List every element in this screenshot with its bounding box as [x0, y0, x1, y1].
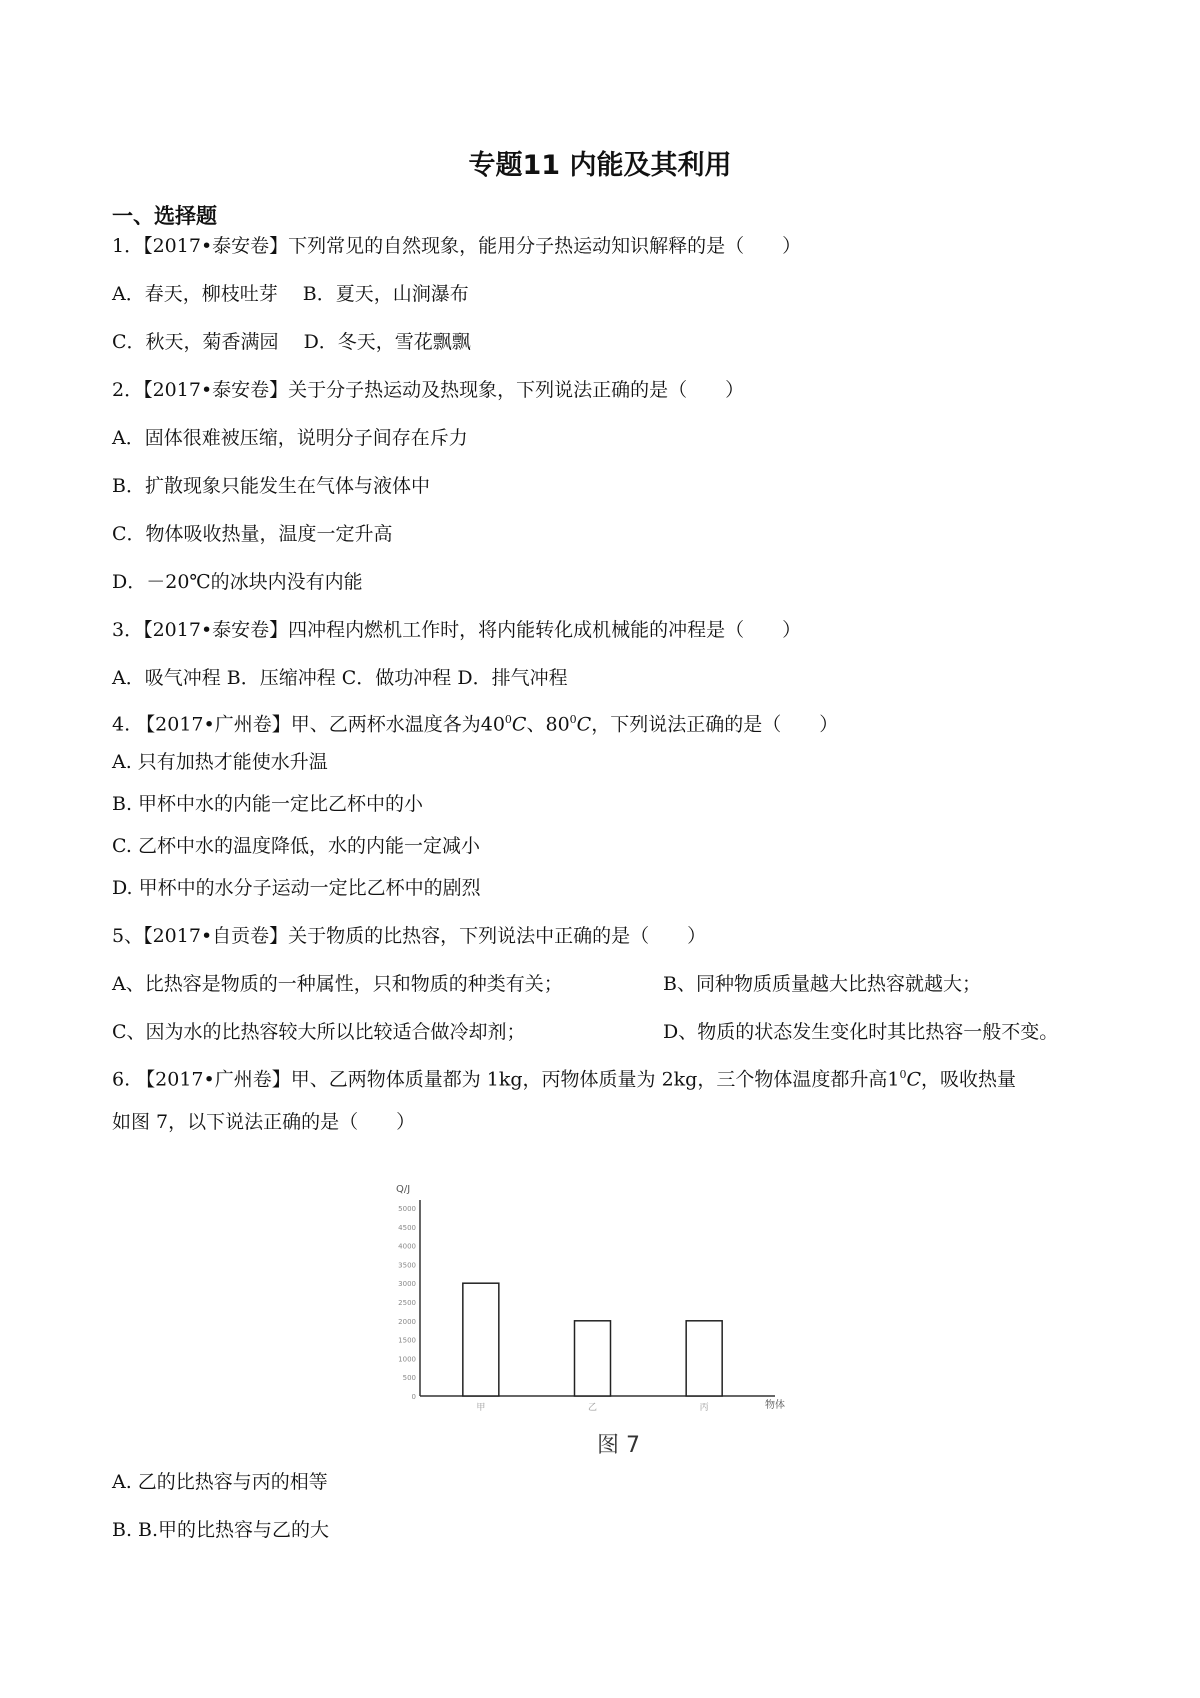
q2-option-a: A．固体很难被压缩，说明分子间存在斥力: [112, 427, 468, 449]
q4-sep: 、: [526, 713, 546, 736]
q6-deg: 0: [899, 1068, 907, 1081]
q5-option-d: D、物质的状态发生变化时其比热容一般不变。: [663, 1021, 1059, 1043]
q6-option-a: A. 乙的比热容与丙的相等: [112, 1471, 328, 1493]
q2-stem: 2．【2017•泰安卷】关于分子热运动及热现象，下列说法正确的是（ ）: [112, 379, 745, 401]
y-tick-label: 0: [411, 1393, 416, 1401]
q2-option-c: C．物体吸收热量，温度一定升高: [112, 523, 393, 545]
q4-temp2: 80: [545, 713, 570, 736]
q4-temp1: 40: [480, 713, 505, 736]
q4-stem-pre: 4. 【2017•广州卷】甲、乙两杯水温度各为: [112, 713, 481, 736]
bar: [686, 1321, 722, 1396]
q5-option-a: A、比热容是物质的一种属性，只和物质的种类有关；: [112, 973, 563, 995]
y-tick-label: 5000: [398, 1205, 416, 1213]
page-title: 专题11 内能及其利用: [468, 150, 732, 181]
q5-option-c: C、因为水的比热容较大所以比较适合做冷却剂；: [112, 1021, 526, 1043]
q4-option-c: C. 乙杯中水的温度降低，水的内能一定减小: [112, 835, 480, 857]
section-heading: 一、选择题: [112, 204, 217, 228]
bar: [463, 1283, 499, 1396]
y-axis-label: Q/J: [396, 1184, 411, 1195]
y-tick-label: 2500: [398, 1299, 416, 1307]
q4-stem: [112, 708, 838, 736]
q4-option-b: B. 甲杯中水的内能一定比乙杯中的小: [112, 793, 424, 815]
x-axis-label: 物体: [765, 1400, 785, 1411]
q4-option-d: D. 甲杯中的水分子运动一定比乙杯中的剧烈: [112, 877, 481, 899]
y-tick-label: 3000: [398, 1280, 416, 1289]
y-tick-label: 4500: [398, 1223, 416, 1232]
q4-deg1: 0: [504, 713, 512, 726]
x-tick-label: 乙: [587, 1403, 598, 1413]
x-tick-label: 丙: [699, 1403, 709, 1413]
q2-option-d: D．－20℃的冰块内没有内能: [112, 571, 363, 593]
y-tick-label: 3500: [398, 1261, 416, 1270]
q6-option-b: B. B.甲的比热容与乙的大: [112, 1519, 330, 1541]
q6-stem: [112, 1063, 1016, 1091]
y-tick-label: 1000: [398, 1355, 416, 1364]
q4-deg2: 0: [569, 713, 577, 726]
heat-bar-chart: [380, 1178, 820, 1418]
q4-stem-post: ，下列说法正确的是（ ）: [591, 713, 839, 736]
q3-stem: 3．【2017•泰安卷】四冲程内燃机工作时，将内能转化成机械能的冲程是（ ）: [112, 619, 802, 641]
bar: [575, 1321, 611, 1396]
q5-option-b: B、同种物质质量越大比热容就越大；: [663, 973, 981, 995]
q6-stem-pre: 6. 【2017•广州卷】甲、乙两物体质量都为 1kg，丙物体质量为 2kg，三个物体温度都升高: [112, 1068, 888, 1091]
q3-options: A．吸气冲程 B．压缩冲程 C．做功冲程 D．排气冲程: [112, 667, 568, 689]
q6-one: 1: [887, 1068, 900, 1091]
y-tick-label: 1500: [398, 1336, 416, 1345]
q1-options-cd: C．秋天，菊香满园 D．冬天，雪花飘飘: [112, 331, 471, 353]
q5-stem: 5、【2017•自贡卷】关于物质的比热容，下列说法中正确的是（ ）: [112, 925, 707, 947]
y-tick-label: 500: [402, 1374, 416, 1383]
q4-option-a: A. 只有加热才能使水升温: [112, 751, 328, 773]
q1-stem: 1．【2017•泰安卷】下列常见的自然现象，能用分子热运动知识解释的是（ ）: [112, 235, 802, 257]
x-tick-label: 甲: [476, 1403, 486, 1413]
q4-unit2: C: [576, 713, 592, 736]
figure-caption: 图 7: [597, 1433, 640, 1458]
q6-unit: C: [906, 1068, 921, 1091]
y-tick-label: 4000: [398, 1242, 416, 1251]
q2-option-b: B．扩散现象只能发生在气体与液体中: [112, 475, 430, 497]
q4-unit1: C: [511, 713, 527, 736]
q1-options-ab: A．春天，柳枝吐芽 B．夏天，山涧瀑布: [112, 283, 469, 305]
q6-stem-line2: 如图 7，以下说法正确的是（ ）: [112, 1111, 416, 1133]
y-tick-label: 2000: [398, 1317, 416, 1326]
q6-stem-post: ，吸收热量: [920, 1068, 1016, 1091]
